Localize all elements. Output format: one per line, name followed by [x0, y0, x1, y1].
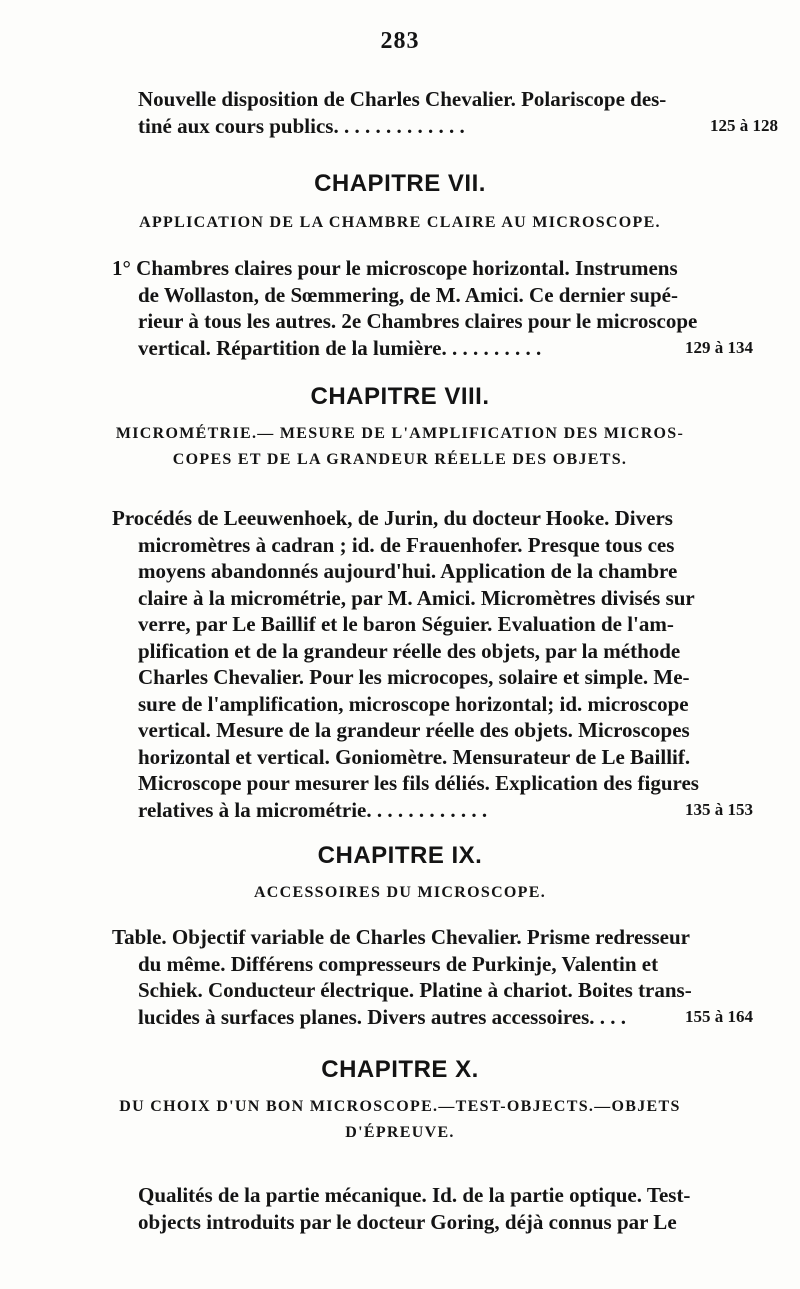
entry-line: moyens abandonnés aujourd'hui. Application de la chambre [138, 559, 678, 583]
entry-line: du même. Différens compresseurs de Purkinje, Valentin et [138, 951, 659, 976]
chapter-subtitle: DU CHOIX D'UN BON MICROSCOPE.—TEST-OBJECTS.—OBJETS [119, 1098, 681, 1115]
page-number: 283 [380, 28, 420, 54]
entry-line: tiné aux cours publics. . . . . . . . . . . . . [138, 113, 465, 138]
entry-line: plification et de la grandeur réelle des objets, par la méthode [138, 638, 681, 663]
chapter-subtitle: COPES ET DE LA GRANDEUR RÉELLE DES OBJETS. [172, 451, 628, 468]
chapter-subtitle: D'ÉPREUVE. [345, 1124, 455, 1141]
entry-line: objects introduits par le docteur Goring, déjà connus par Le [138, 1209, 677, 1234]
entry-line: lucides à surfaces planes. Divers autres accessoires. . . . [138, 1004, 627, 1029]
entry-line: relatives à la micrométrie. . . . . . . . . . . . [138, 797, 488, 822]
chapter-title: CHAPITRE X. [321, 1056, 479, 1083]
entry-line: vertical. Répartition de la lumière. . . . . . . . . . [138, 335, 542, 360]
chapter-vii [0, 170, 800, 236]
entry-line: de Wollaston, de Sœmmering, de M. Amici. Ce dernier supé- [138, 282, 678, 307]
page-range: 129 à 134 [685, 338, 753, 357]
entry-line: Qualités de la partie mécanique. Id. de la partie optique. Test- [138, 1183, 691, 1207]
chapter-subtitle: ACCESSOIRES DU MICROSCOPE. [253, 884, 547, 901]
chapter-title: CHAPITRE VIII. [310, 383, 490, 410]
chapter-subtitle: MICROMÉTRIE.— MESURE DE L'AMPLIFICATION DES MICROS- [115, 425, 685, 442]
intro-entry [0, 86, 800, 139]
entry-line: verre, par Le Baillif et le baron Séguier. Evaluation de l'am- [138, 612, 674, 636]
page-range: 155 à 164 [685, 1007, 753, 1026]
entry-line: Procédés de Leeuwenhoek, de Jurin, du docteur Hooke. Divers [112, 506, 673, 530]
chapter-title: CHAPITRE IX. [317, 842, 483, 869]
entry-line: Schiek. Conducteur électrique. Platine à chariot. Boites trans- [138, 978, 692, 1002]
entry-line: Table. Objectif variable de Charles Chevalier. Prisme redresseur [112, 925, 691, 949]
entry-line: rieur à tous les autres. 2e Chambres claires pour le microscope [138, 309, 698, 333]
chapter-subtitle: APPLICATION DE LA CHAMBRE CLAIRE AU MICROSCOPE. [139, 214, 661, 231]
entry-line: micromètres à cadran ; id. de Frauenhofer. Presque tous ces [138, 532, 675, 557]
entry-line: Charles Chevalier. Pour les microcopes, solaire et simple. Me- [138, 665, 690, 689]
chapter-x [0, 1056, 800, 1146]
chapter-viii [0, 383, 800, 473]
entry-line: 1° Chambres claires pour le microscope horizontal. Instrumens [112, 256, 678, 280]
entry-line: horizontal et vertical. Goniomètre. Mensurateur de Le Baillif. [138, 744, 691, 769]
entry-line: Microscope pour mesurer les fils déliés. Explication des figures [138, 771, 699, 795]
entry-line: sure de l'amplification, microscope horizontal; id. microscope [138, 691, 689, 716]
chapter-ix-entry [0, 924, 800, 1030]
entry-line: vertical. Mesure de la grandeur réelle des objets. Microscopes [138, 718, 690, 742]
chapter-x-entry [0, 1182, 800, 1235]
page-range: 135 à 153 [685, 800, 753, 819]
chapter-viii-entry [0, 505, 800, 823]
entry-line: claire à la micrométrie, par M. Amici. Micromètres divisés sur [138, 585, 695, 610]
chapter-ix [0, 842, 800, 906]
page-range: 125 à 128 [710, 116, 778, 135]
chapter-title: CHAPITRE VII. [314, 170, 486, 197]
chapter-vii-entry [0, 255, 800, 361]
entry-line: Nouvelle disposition de Charles Chevalier. Polariscope des- [138, 87, 667, 111]
